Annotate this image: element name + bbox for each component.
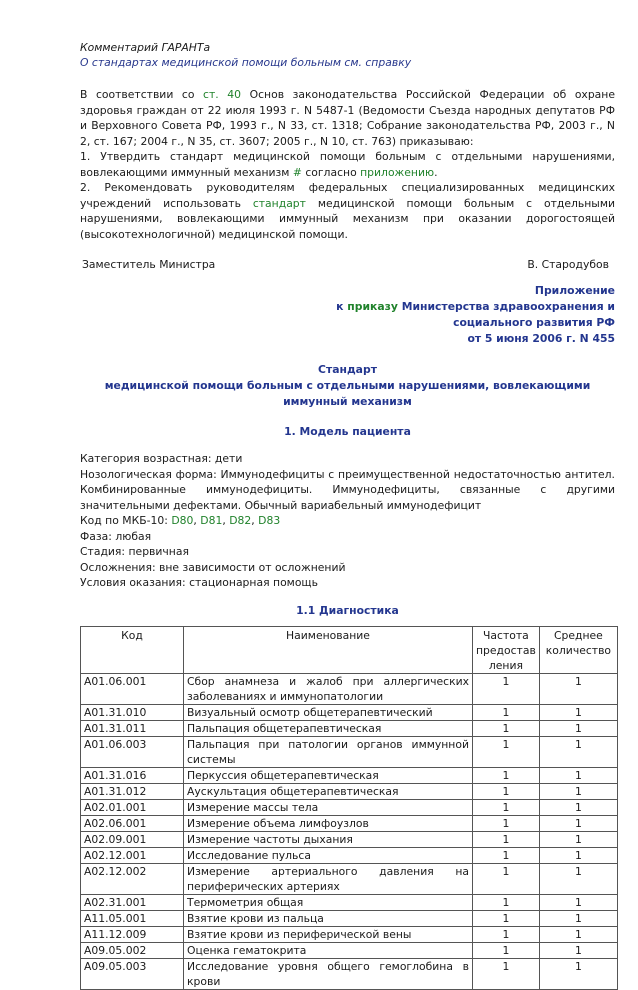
signature-position: Заместитель Министра [82, 258, 216, 271]
comment-link[interactable]: О стандартах медицинской помощи больным см. справку [80, 56, 412, 69]
phase: Фаза: любая [80, 529, 152, 543]
order-link[interactable]: приказу [347, 300, 398, 313]
cell-quantity: 1 [539, 736, 617, 767]
cell-code: A01.31.012 [81, 783, 184, 799]
cell-name: Оценка гематокрита [184, 942, 473, 958]
cell-quantity: 1 [539, 704, 617, 720]
cell-frequency: 1 [473, 673, 540, 704]
care-conditions: Условия оказания: стационарная помощь [80, 576, 318, 589]
comment-title: Комментарий ГАРАНТа [80, 41, 211, 54]
table-row [81, 783, 618, 799]
cell-code: A11.12.009 [81, 926, 184, 942]
cell-name: Пальпация при патологии органов иммунной системы [184, 736, 473, 767]
cell-frequency: 1 [473, 863, 540, 894]
cell-name: Сбор анамнеза и жалоб при аллергических заболеваниях и иммунопатологии [184, 673, 473, 704]
appendix-header [80, 283, 615, 347]
order-text: . [434, 165, 438, 179]
nosology: Нозологическая форма: Иммунодефициты с преимущественной недостаточностью антител. Комбинированные иммунодефициты. Иммунодефициты, связанные с другими значительными дефектами. Обычный вариабельный иммунодефицит [80, 467, 615, 512]
section-heading-patient-model: 1. Модель пациента [284, 425, 411, 438]
table-row [81, 815, 618, 831]
cell-quantity: 1 [539, 847, 617, 863]
cell-name: Взятие крови из периферической вены [184, 926, 473, 942]
cell-frequency: 1 [473, 704, 540, 720]
table-row [81, 831, 618, 847]
cell-code: A02.12.002 [81, 863, 184, 894]
table-row [81, 910, 618, 926]
cell-code: A09.05.003 [81, 958, 184, 989]
cell-quantity: 1 [539, 942, 617, 958]
table-row [81, 958, 618, 989]
standard-title: Стандарт [318, 363, 377, 376]
standard-link[interactable]: стандарт [252, 196, 306, 210]
standard-subtitle: медицинской помощи больным с отдельными нарушениями, вовлекающими иммунный механизм [104, 379, 591, 408]
cell-quantity: 1 [539, 767, 617, 783]
intro-text: В соответствии со [80, 88, 204, 101]
table-row [81, 926, 618, 942]
appendix-link[interactable]: приложению [360, 165, 435, 179]
cell-frequency: 1 [473, 910, 540, 926]
cell-quantity: 1 [539, 958, 617, 989]
hash-link[interactable]: # [292, 165, 302, 179]
cell-frequency: 1 [473, 847, 540, 863]
signature-name: В. Стародубов [527, 258, 609, 271]
cell-quantity: 1 [539, 720, 617, 736]
table-row [81, 704, 618, 720]
cell-frequency: 1 [473, 831, 540, 847]
table-row [81, 847, 618, 863]
cell-name: Пальпация общетерапевтическая [184, 720, 473, 736]
appendix-line: Приложение [534, 284, 615, 297]
cell-quantity: 1 [539, 831, 617, 847]
cell-quantity: 1 [539, 673, 617, 704]
cell-frequency: 1 [473, 767, 540, 783]
cell-quantity: 1 [539, 783, 617, 799]
cell-code: A01.31.010 [81, 704, 184, 720]
table-body [81, 673, 618, 989]
age-category: Категория возрастная: дети [80, 452, 243, 465]
cell-quantity: 1 [539, 926, 617, 942]
cell-frequency: 1 [473, 958, 540, 989]
order-text: согласно [301, 165, 361, 179]
cell-name: Визуальный осмотр общетерапевтический [184, 704, 473, 720]
signature-block [80, 257, 615, 272]
column-header-quantity: Среднее количество [539, 626, 617, 673]
table-row [81, 720, 618, 736]
cell-frequency: 1 [473, 942, 540, 958]
table-row [81, 673, 618, 704]
table-row [81, 894, 618, 910]
column-header-name: Наименование [184, 626, 473, 673]
cell-frequency: 1 [473, 736, 540, 767]
cell-name: Взятие крови из пальца [184, 910, 473, 926]
cell-name: Аускультация общетерапевтическая [184, 783, 473, 799]
cell-frequency: 1 [473, 720, 540, 736]
stage: Стадия: первичная [80, 545, 189, 558]
cell-name: Исследование уровня общего гемоглобина в крови [184, 958, 473, 989]
table-row [81, 767, 618, 783]
appendix-line [80, 299, 615, 315]
cell-name: Исследование пульса [184, 847, 473, 863]
document-page [80, 40, 615, 990]
column-header-code: Код [81, 626, 184, 673]
table-row [81, 942, 618, 958]
intro-paragraph [80, 87, 615, 149]
mkb-code-link[interactable]: D83 [258, 514, 281, 527]
mkb-label: Код по МКБ-10: [80, 514, 172, 527]
cell-name: Измерение объема лимфоузлов [184, 815, 473, 831]
patient-model [80, 451, 615, 591]
appendix-line: от 5 июня 2006 г. N 455 [467, 332, 615, 345]
cell-name: Измерение частоты дыхания [184, 831, 473, 847]
cell-quantity: 1 [539, 910, 617, 926]
standard-title-block [80, 362, 615, 410]
appendix-line: социального развития РФ [453, 316, 615, 329]
cell-code: A01.06.003 [81, 736, 184, 767]
appendix-text: к [336, 300, 348, 313]
mkb-code-link[interactable]: D81 [200, 514, 223, 527]
diagnostics-table [80, 626, 618, 990]
cell-code: A02.12.001 [81, 847, 184, 863]
cell-code: A01.31.016 [81, 767, 184, 783]
order-item-1 [80, 149, 615, 180]
cell-name: Термометрия общая [184, 894, 473, 910]
cell-code: A01.06.001 [81, 673, 184, 704]
cell-frequency: 1 [473, 783, 540, 799]
cell-frequency: 1 [473, 815, 540, 831]
cell-quantity: 1 [539, 863, 617, 894]
cell-name: Измерение массы тела [184, 799, 473, 815]
cell-code: A02.09.001 [81, 831, 184, 847]
cell-quantity: 1 [539, 894, 617, 910]
column-header-frequency: Частота предостав ления [473, 626, 540, 673]
mkb-code-link[interactable]: D80 [171, 514, 194, 527]
cell-name: Перкуссия общетерапевтическая [184, 767, 473, 783]
order-text: 2. Рекомендовать руководителям федеральных специализированных медицинских учреждений использовать [80, 181, 615, 210]
mkb-codes: Код по МКБ-10: D80, D81, D82, D83 [80, 514, 281, 527]
cell-code: A01.31.011 [81, 720, 184, 736]
cell-frequency: 1 [473, 894, 540, 910]
table-row [81, 736, 618, 767]
section-heading-diagnostics: 1.1 Диагностика [296, 603, 399, 617]
cell-quantity: 1 [539, 815, 617, 831]
order-text: 1. Утвердить стандарт медицинской помощи больным с отдельными нарушениями, вовлекающими иммунный механизм [80, 150, 615, 179]
table-row [81, 799, 618, 815]
cell-frequency: 1 [473, 926, 540, 942]
cell-name: Измерение артериального давления на периферических артериях [184, 863, 473, 894]
mkb-code-link[interactable]: D82 [229, 514, 252, 527]
complications: Осложнения: вне зависимости от осложнений [80, 560, 346, 574]
table-header-row [81, 626, 618, 673]
cell-frequency: 1 [473, 799, 540, 815]
cell-code: A09.05.002 [81, 942, 184, 958]
appendix-text: Министерства здравоохранения и [397, 300, 615, 313]
cell-code: A02.31.001 [81, 894, 184, 910]
order-item-2 [80, 180, 615, 242]
intro-text: Основ законодательства Российской Федерации об охране здоровья граждан от 22 июля 1993 г. N 5487-1 (Ведомости Съезда народных депутатов РФ и Верховного Совета РФ, 1993 г., N 33, ст. 1318; Собрание законодательства РФ, 2003 г., N 2, ст. 167; 2004 г., N 35, ст. 3607; 2005 г., N 10, ст. 763) приказываю: [80, 88, 615, 148]
order-text: медицинской помощи больным с отдельными нарушениями, вовлекающими иммунный механизм при оказании дорогостоящей (высокотехнологичной) медицинской помощи. [80, 196, 615, 241]
cell-code: A02.06.001 [81, 815, 184, 831]
cell-code: A11.05.001 [81, 910, 184, 926]
table-row [81, 863, 618, 894]
cell-code: A02.01.001 [81, 799, 184, 815]
cell-quantity: 1 [539, 799, 617, 815]
article-link[interactable]: ст. 40 [203, 88, 242, 101]
